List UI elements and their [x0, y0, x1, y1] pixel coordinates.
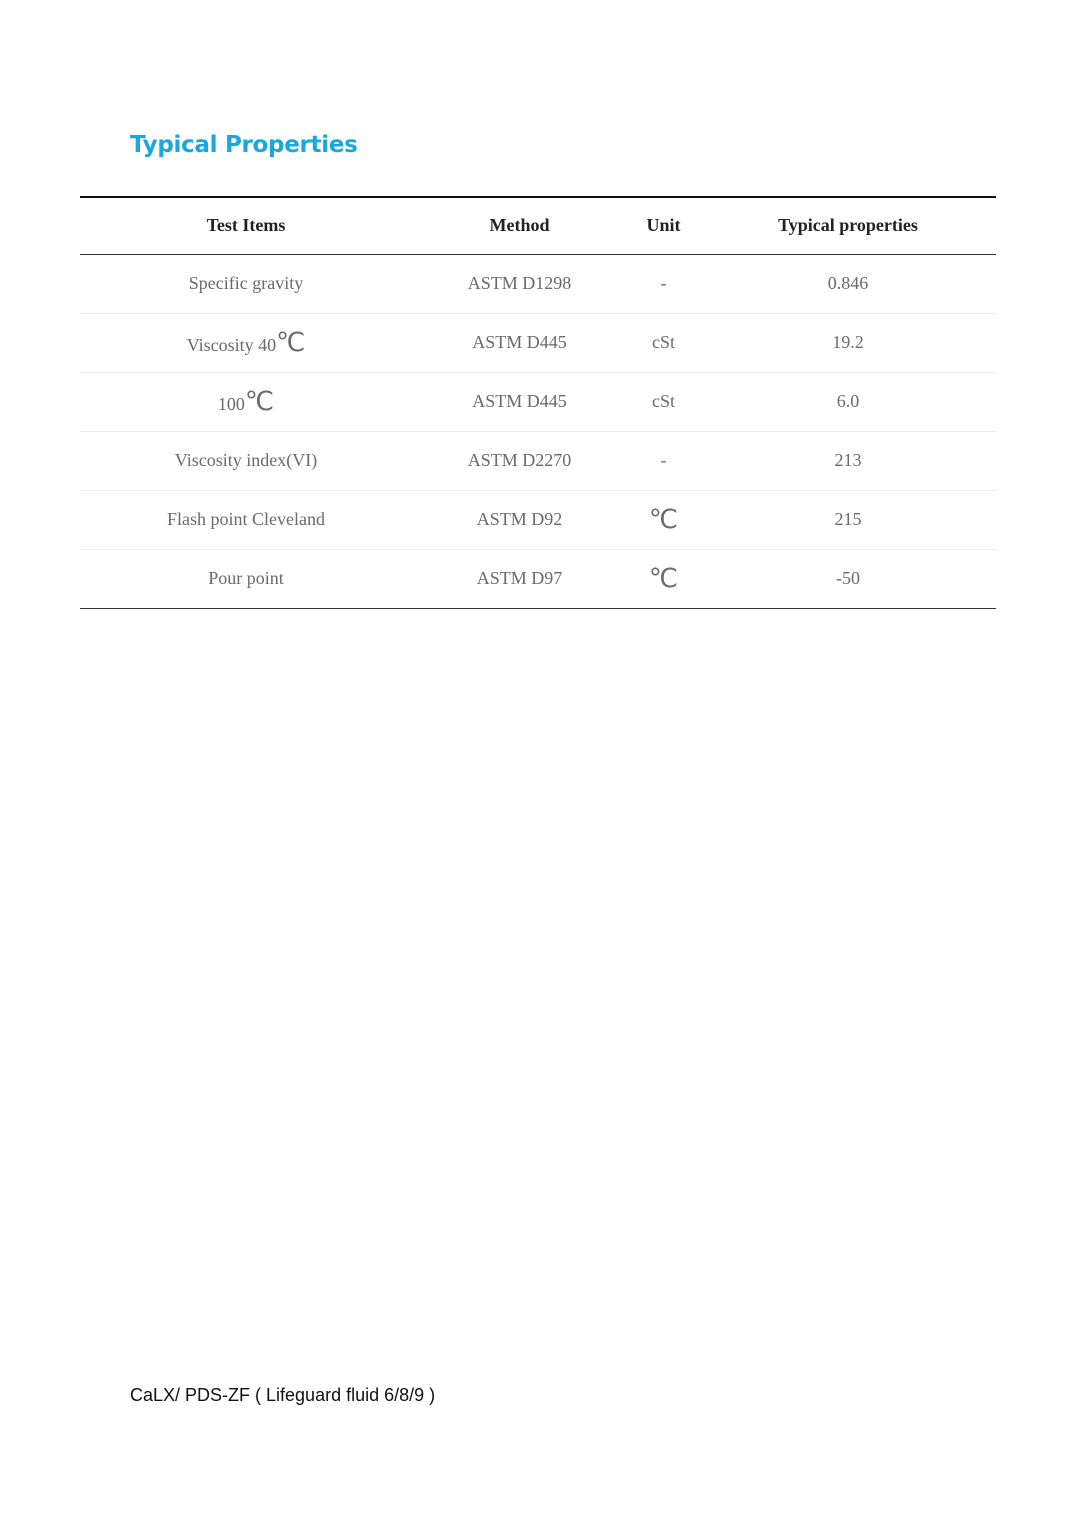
cell-method: ASTM D2270: [467, 450, 572, 470]
typical-properties-table: [80, 196, 996, 609]
cell-test-item: [80, 372, 412, 431]
cell-value: 213: [834, 450, 862, 470]
table-row: [80, 490, 996, 549]
table-row: [80, 372, 996, 431]
cell-value: 6.0: [836, 391, 860, 411]
table-row: [80, 254, 996, 313]
cell-method: ASTM D1298: [467, 273, 572, 293]
test-item-label: 100: [217, 393, 245, 414]
cell-unit: -: [660, 273, 667, 293]
cell-test-item: [80, 490, 412, 549]
cell-test-item: [80, 431, 412, 490]
header-unit: Unit: [646, 215, 681, 236]
test-item-label: Viscosity 40: [186, 334, 277, 355]
header-method: Method: [489, 215, 550, 236]
cell-value: 0.846: [827, 273, 869, 293]
section-title: Typical Properties: [130, 132, 358, 158]
celsius-symbol: ℃: [244, 386, 275, 416]
cell-method: ASTM D97: [476, 568, 563, 588]
cell-test-item: [80, 549, 412, 608]
table-row: [80, 549, 996, 608]
cell-value: -50: [836, 568, 860, 588]
table-header-row: [80, 197, 996, 254]
cell-unit: [627, 490, 700, 549]
table-row: [80, 313, 996, 372]
cell-method: ASTM D92: [476, 509, 563, 529]
cell-test-item: [80, 313, 412, 372]
celsius-symbol: ℃: [648, 563, 679, 593]
test-item-label: Flash point Cleveland: [167, 509, 325, 529]
cell-value: 215: [834, 509, 862, 529]
document-footer: CaLX/ PDS-ZF ( Lifeguard fluid 6/8/9 ): [130, 1385, 436, 1405]
celsius-symbol: ℃: [648, 504, 679, 534]
test-item-label: Viscosity index(VI): [174, 450, 318, 470]
cell-unit: cSt: [651, 391, 675, 411]
celsius-symbol: ℃: [276, 327, 306, 357]
test-item-label: Pour point: [208, 568, 284, 588]
cell-unit: [627, 549, 700, 608]
cell-value: 19.2: [832, 332, 864, 352]
test-item-label: Specific gravity: [188, 273, 304, 293]
cell-unit: -: [660, 450, 667, 470]
header-test-items: Test Items: [206, 215, 286, 236]
header-typical-properties: Typical properties: [778, 215, 918, 236]
cell-test-item: [80, 254, 412, 313]
table-row: [80, 431, 996, 490]
cell-unit: cSt: [651, 332, 675, 352]
cell-method: ASTM D445: [472, 391, 567, 411]
cell-method: ASTM D445: [472, 332, 567, 352]
